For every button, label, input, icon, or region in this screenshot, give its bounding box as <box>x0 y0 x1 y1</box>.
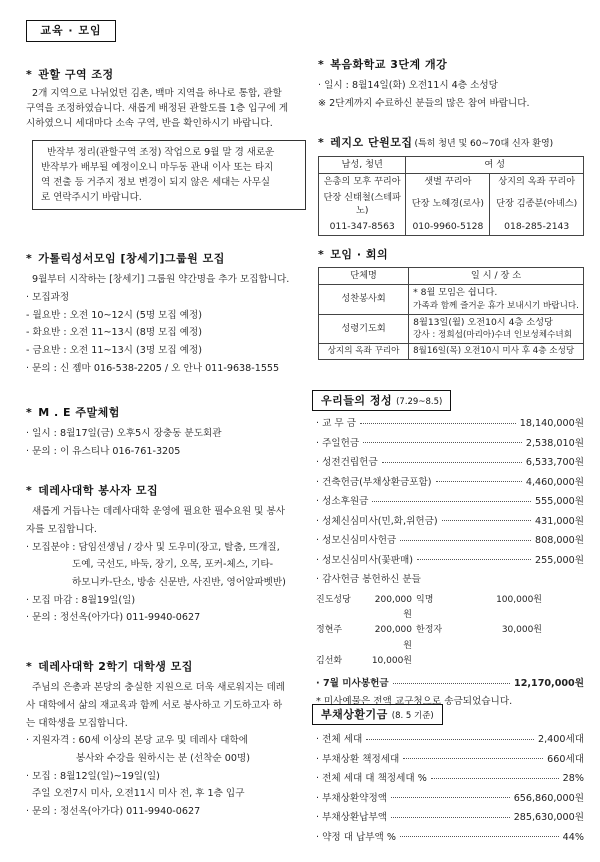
table-cell: 010-9960-5128 <box>406 219 490 235</box>
item-amount: 255,000원 <box>535 554 584 566</box>
text-line: · 모집과정 <box>26 291 70 303</box>
offering-row <box>316 532 584 552</box>
item-label: · 전체 세대 대 책정세대 % <box>316 773 427 785</box>
section-title: * 복음화학교 3단계 개강 <box>318 58 448 71</box>
offering-row <box>316 415 584 435</box>
item-amount: 6,533,700원 <box>525 457 584 469</box>
offering-row <box>316 454 584 474</box>
text-line: - 화요반 : 오전 11~13시 (8명 모집 예정) <box>26 327 203 339</box>
table-cell: 단장 김종분(아녜스) <box>490 190 584 220</box>
item-label: · 부채상환 책정세대 <box>316 753 400 765</box>
item-label: · 성모신심미사헌금 <box>316 535 397 547</box>
item-amount: 285,630,000원 <box>513 812 584 824</box>
leader-dots <box>366 739 534 740</box>
paragraph-line: 구역을 조정하였습니다. 새롭게 배정된 관할도를 1층 입구에 게 <box>26 102 289 114</box>
section-title-box: 부채상환기금 (8. 5 기준) <box>312 704 443 725</box>
cell-line: 강사 : 정희섭(마리아)수녀 인보성체수녀회 <box>413 330 573 341</box>
text-line: · 문의 : 정선옥(아가다) 011-9940-0627 <box>26 806 201 818</box>
item-amount: 656,860,000원 <box>513 792 584 804</box>
text-line: · 모집분야 : 담임선생님 / 강사 및 도우미(장고, 탈춤, 뜨개질, <box>26 541 280 553</box>
debt-row <box>316 751 584 771</box>
item-amount: 44% <box>562 831 584 843</box>
leader-dots <box>391 817 510 818</box>
item-label: · 성소후원금 <box>316 496 369 508</box>
text-line: · 문의 : 이 유스티나 016-761-3205 <box>26 445 181 457</box>
offering-row <box>316 474 584 494</box>
debt-row <box>316 770 584 790</box>
donor-name: 한정자 <box>416 625 443 636</box>
text-line: · 문의 : 신 젬마 016-538-2205 / 오 안나 011-9638-1555 <box>26 362 280 374</box>
table-cell: 8월16일(목) 오전10시 미사 후 4층 소성당 <box>409 344 584 360</box>
text-line: 자를 모집합니다. <box>26 523 97 535</box>
text-line: · 일시 : 8월17일(금) 오후5시 장충동 분도회관 <box>26 428 222 440</box>
leader-dots <box>417 559 531 560</box>
table-cell: 단장 신태철(스테파노) <box>319 190 406 220</box>
offering-row <box>316 493 584 513</box>
total-row: · 7월 미사봉헌금 12,170,000원 <box>316 678 584 690</box>
item-label: · 부채상환납부액 <box>316 812 387 824</box>
paragraph-line: 2개 지역으로 나뉘었던 김촌, 백마 지역을 하나로 통합, 관할 <box>32 88 282 100</box>
table-cell: 은총의 모후 꾸리아 <box>319 173 406 189</box>
item-label: · 건축헌금(부채상환금포함) <box>316 476 432 488</box>
text-line: 새롭게 거듭나는 데레사대학 운영에 필요한 필수요원 및 봉사 <box>32 506 286 518</box>
table-cell: 011-347-8563 <box>319 219 406 235</box>
leader-dots <box>391 797 510 798</box>
table-cell <box>409 284 584 314</box>
section-title: * M . E 주말체험 <box>26 406 120 419</box>
debt-row <box>316 790 584 810</box>
text-line: · 모집 : 8월12일(일)~19일(일) <box>26 770 160 782</box>
text-line: 도예, 국선도, 바둑, 장기, 오목, 포커-체스, 기타- <box>72 559 274 571</box>
section-title: * 가톨릭성서모임 [창세기]그룹원 모집 <box>26 252 225 265</box>
donor-amount: 200,000원 <box>374 594 412 620</box>
text-line: 9월부터 시작하는 [창세기] 그룹원 약간명을 추가 모집합니다. <box>32 274 290 286</box>
section-offerings <box>312 390 584 710</box>
leader-dots <box>403 758 543 759</box>
section-me-weekend <box>26 404 312 461</box>
leader-dots <box>360 423 516 424</box>
donor-name: 진도성당 <box>316 594 351 605</box>
section-title: * 모임 · 회의 <box>318 248 389 261</box>
section-meetings <box>318 246 584 360</box>
donor-amount: 100,000원 <box>496 594 542 605</box>
meetings-table <box>318 267 584 360</box>
offering-row <box>316 513 584 533</box>
item-amount: 28% <box>562 773 584 785</box>
item-label: · 부채상환약정액 <box>316 792 387 804</box>
item-amount: 2,538,010원 <box>525 437 584 449</box>
item-label: · 주일헌금 <box>316 437 360 449</box>
text-line: 사 대학에서 삶의 재교육과 함께 서로 봉사하고 기도하고자 하 <box>26 699 283 711</box>
note-line: * 미사예물은 전액 교구청으로 송금되었습니다. <box>316 695 513 707</box>
section-title: * 레지오 단원모집 (특히 청년 및 60~70대 신자 환영) <box>318 136 554 149</box>
cell-line: 8월13일(월) 오전10시 4층 소성당 <box>413 316 553 328</box>
leader-dots <box>400 836 559 837</box>
leader-dots <box>400 540 531 541</box>
page-category-title: 교육 · 모임 <box>26 20 116 42</box>
donor-name: 익명 <box>416 594 434 605</box>
item-label: · 교 무 금 <box>316 418 357 430</box>
offering-row <box>316 435 584 455</box>
paragraph-line: 시하였으니 세대마다 소속 구역, 반을 확인하시기 바랍니다. <box>26 117 273 129</box>
section-title: * 데레사대학 봉사자 모집 <box>26 484 159 497</box>
section-volunteer <box>26 482 312 627</box>
item-amount: 431,000원 <box>535 515 584 527</box>
table-header: 일 시 / 장 소 <box>409 268 584 285</box>
donor-name: 김선화 <box>316 655 343 666</box>
text-line: · 문의 : 정선옥(아가다) 011-9940-0627 <box>26 612 201 624</box>
table-cell: 샛별 꾸리아 <box>406 173 490 189</box>
cell-line: * 8월 모임은 쉽니다. <box>413 286 498 298</box>
text-line: 는 대학생을 모집합니다. <box>26 717 128 729</box>
text-line: 하모니카-단소, 방송 신문반, 사진반, 영어알파벳반) <box>72 576 286 588</box>
leader-dots <box>382 462 522 463</box>
text-line: · 모집 마감 : 8월19일(일) <box>26 594 136 606</box>
section-bible-study <box>26 250 312 377</box>
item-label: · 성모신심미사(꽃판매) <box>316 554 414 566</box>
item-amount: 4,460,000원 <box>525 476 584 488</box>
thanks-heading: · 감사헌금 봉헌하신 분들 <box>316 574 421 586</box>
offering-row <box>316 552 584 572</box>
donor-amount <box>476 654 546 669</box>
debt-list <box>312 731 584 848</box>
item-label: · 약정 대 납부액 % <box>316 831 396 843</box>
item-label: · 성체신심미사(민,화,위헌금) <box>316 515 438 527</box>
table-cell: 성령기도회 <box>319 314 409 344</box>
section-title: * 데레사대학 2학기 대학생 모집 <box>26 660 193 673</box>
section-title: * 관할 구역 조정 <box>26 68 114 81</box>
table-header: 단체명 <box>319 268 409 285</box>
leader-dots <box>436 481 522 482</box>
section-jurisdiction <box>26 66 312 210</box>
donor-amount: 10,000원 <box>371 655 412 666</box>
notice-line: 역 전출 등 거주지 정보 변경이 되지 않은 세대는 사무실 <box>41 177 271 188</box>
item-amount: 2,400세대 <box>538 734 584 746</box>
table-cell <box>409 314 584 344</box>
section-evangel-school <box>318 56 584 113</box>
cell-line: 가족과 함께 즐거운 휴가 보내시기 바랍니다. <box>413 300 579 311</box>
debt-row <box>316 829 584 849</box>
section-debt-fund <box>312 704 584 848</box>
item-amount: 660세대 <box>547 753 584 765</box>
text-line: 봉사와 수강을 원하시는 분 (선착순 00명) <box>76 752 250 764</box>
table-cell: 상지의 옥좌 꾸리아 <box>490 173 584 189</box>
table-cell: 단장 노혜경(로사) <box>406 190 490 220</box>
item-label: · 전체 세대 <box>316 734 363 746</box>
leader-dots <box>431 778 559 779</box>
item-label: · 성전건립헌금 <box>316 457 378 469</box>
leader-dots <box>442 520 531 521</box>
text-line: · 일시 : 8월14일(화) 오전11시 4층 소성당 <box>318 80 498 92</box>
text-line: ※ 2단계까지 수료하신 분들의 많은 참여 바랍니다. <box>318 97 530 109</box>
offerings-list <box>312 415 584 571</box>
notice-line: 반작부 정리(관할구역 조정) 작업으로 9월 말 경 새로운 <box>47 146 275 158</box>
text-line: - 월요반 : 오전 10~12시 (5명 모집 예정) <box>26 309 203 321</box>
donor-amount: 200,000원 <box>374 625 412 651</box>
text-line: 주님의 은총과 본당의 충실한 지원으로 더욱 새로워지는 데레 <box>32 682 286 694</box>
item-amount: 555,000원 <box>535 496 584 508</box>
table-cell: 상지의 옥좌 꾸리아 <box>319 344 409 360</box>
table-cell: 018-285-2143 <box>490 219 584 235</box>
leader-dots <box>363 442 522 443</box>
donor-amount: 30,000원 <box>501 625 542 636</box>
section-student-recruit <box>26 658 312 821</box>
notice-line: 로 연락주시기 바랍니다. <box>41 192 142 204</box>
donor-name: 정현주 <box>316 625 343 636</box>
text-line: - 금요반 : 오전 11~13시 (3명 모집 예정) <box>26 344 203 356</box>
item-amount: 18,140,000원 <box>519 418 584 430</box>
leader-dots <box>372 501 531 502</box>
text-line: 주일 오전7시 미사, 오전11시 미사 전, 후 1층 입구 <box>32 788 245 800</box>
notice-box <box>32 140 306 211</box>
legio-table <box>318 156 584 236</box>
donor-name <box>416 654 476 669</box>
text-line: · 지원자격 : 60세 이상의 본당 교우 및 데레사 대학에 <box>26 735 249 747</box>
table-header: 남성, 청년 <box>319 156 406 173</box>
debt-row <box>316 731 584 751</box>
section-title-box: 우리들의 정성 (7.29~8.5) <box>312 390 451 411</box>
table-cell: 성찬봉사회 <box>319 284 409 314</box>
notice-line: 반작부가 배부될 예정이오니 마두동 관내 이사 또는 타지 <box>41 161 274 173</box>
item-amount: 808,000원 <box>535 535 584 547</box>
section-legio <box>318 134 584 236</box>
debt-row <box>316 809 584 829</box>
donor-grid <box>312 593 584 669</box>
table-header: 여 성 <box>406 156 584 173</box>
